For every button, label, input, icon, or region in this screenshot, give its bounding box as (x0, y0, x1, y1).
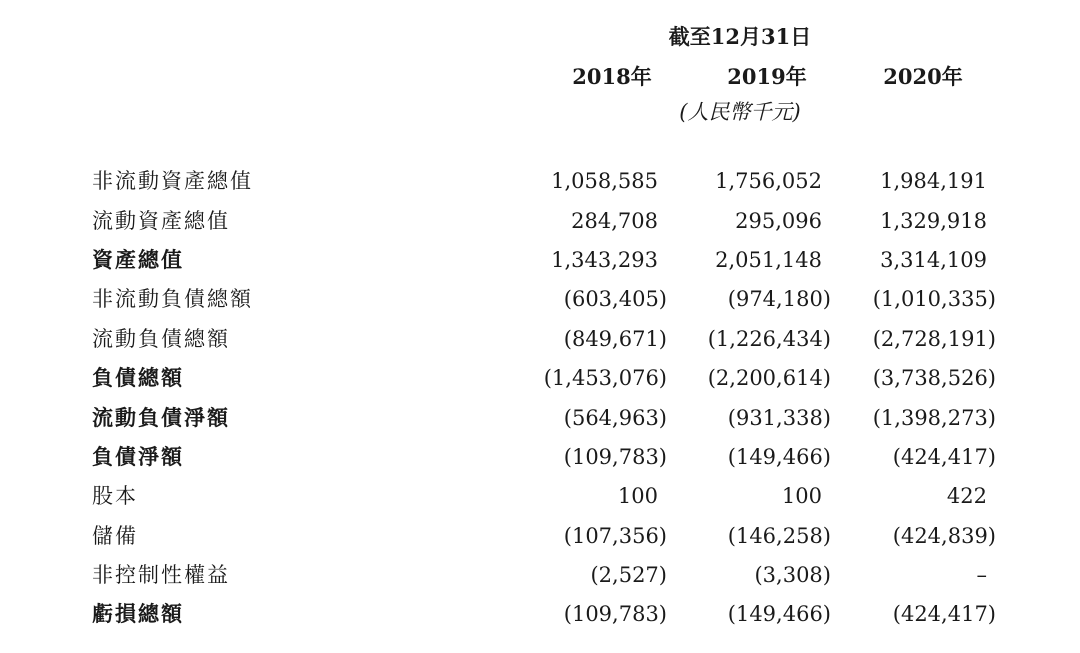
row-label: 負債淨額 (92, 444, 184, 469)
row-label: 流動負債總額 (92, 326, 230, 351)
cell-value: – (976, 563, 987, 588)
row-label: 儲備 (92, 523, 138, 548)
cell-value: (109,783) (563, 444, 667, 469)
cell-value: (107,356) (563, 523, 667, 548)
cell-value: 1,756,052 (715, 169, 822, 194)
cell-value: (149,466) (727, 444, 831, 469)
row-label: 非控制性權益 (92, 563, 230, 588)
cell-value: 3,314,109 (880, 247, 987, 272)
cell-value: 1,329,918 (880, 208, 987, 233)
cell-value: (149,466) (727, 602, 831, 627)
cell-value: (1,010,335) (872, 287, 996, 312)
cell-value: (3,308) (754, 563, 831, 588)
cell-value: (146,258) (727, 523, 831, 548)
table-row (92, 556, 996, 595)
cell-value: 422 (946, 484, 987, 509)
cell-value: 100 (781, 484, 822, 509)
cell-value: 295,096 (735, 208, 822, 233)
row-label: 虧損總額 (92, 602, 184, 627)
cell-value: (2,527) (590, 563, 667, 588)
cell-value: 1,984,191 (880, 169, 987, 194)
cell-value: (603,405) (563, 287, 667, 312)
row-label: 資產總值 (92, 247, 184, 272)
cell-value: (424,417) (892, 444, 996, 469)
balance-sheet-table (92, 162, 996, 635)
year-header-2018: 2018年 (572, 64, 652, 89)
table-row (92, 359, 996, 398)
table-row (92, 280, 996, 319)
cell-value: (1,453,076) (543, 366, 667, 391)
cell-value: (2,728,191) (872, 326, 996, 351)
cell-value: 100 (617, 484, 658, 509)
table-row (92, 201, 996, 240)
table-row (92, 477, 996, 516)
row-label: 非流動負債總額 (92, 287, 253, 312)
year-header-2019: 2019年 (727, 64, 807, 89)
cell-value: (424,839) (892, 523, 996, 548)
row-label: 流動資產總值 (92, 208, 230, 233)
cell-value: (931,338) (727, 405, 831, 430)
cell-value: 284,708 (571, 208, 658, 233)
table-row (92, 241, 996, 280)
table-row (92, 398, 996, 437)
cell-value: (1,398,273) (872, 405, 996, 430)
cell-value: (974,180) (727, 287, 831, 312)
table-body (92, 162, 996, 635)
year-header-2020: 2020年 (883, 64, 963, 89)
table-row (92, 162, 996, 201)
cell-value: (849,671) (563, 326, 667, 351)
table-row (92, 517, 996, 556)
cell-value: 1,343,293 (551, 247, 658, 272)
cell-value: (3,738,526) (872, 366, 996, 391)
cell-value: 2,051,148 (715, 247, 822, 272)
row-label: 流動負債淨額 (92, 405, 230, 430)
cell-value: (1,226,434) (707, 326, 831, 351)
cell-value: 1,058,585 (551, 169, 658, 194)
cell-value: (109,783) (563, 602, 667, 627)
row-label: 股本 (92, 484, 138, 509)
cell-value: (564,963) (563, 405, 667, 430)
period-header: 截至12月31日 (668, 24, 812, 49)
row-label: 非流動資產總值 (92, 169, 253, 194)
unit-label: (人民幣千元) (679, 100, 801, 124)
table-row (92, 595, 996, 634)
row-label: 負債總額 (92, 366, 184, 391)
table-row (92, 438, 996, 477)
cell-value: (424,417) (892, 602, 996, 627)
table-row (92, 320, 996, 359)
cell-value: (2,200,614) (707, 366, 831, 391)
